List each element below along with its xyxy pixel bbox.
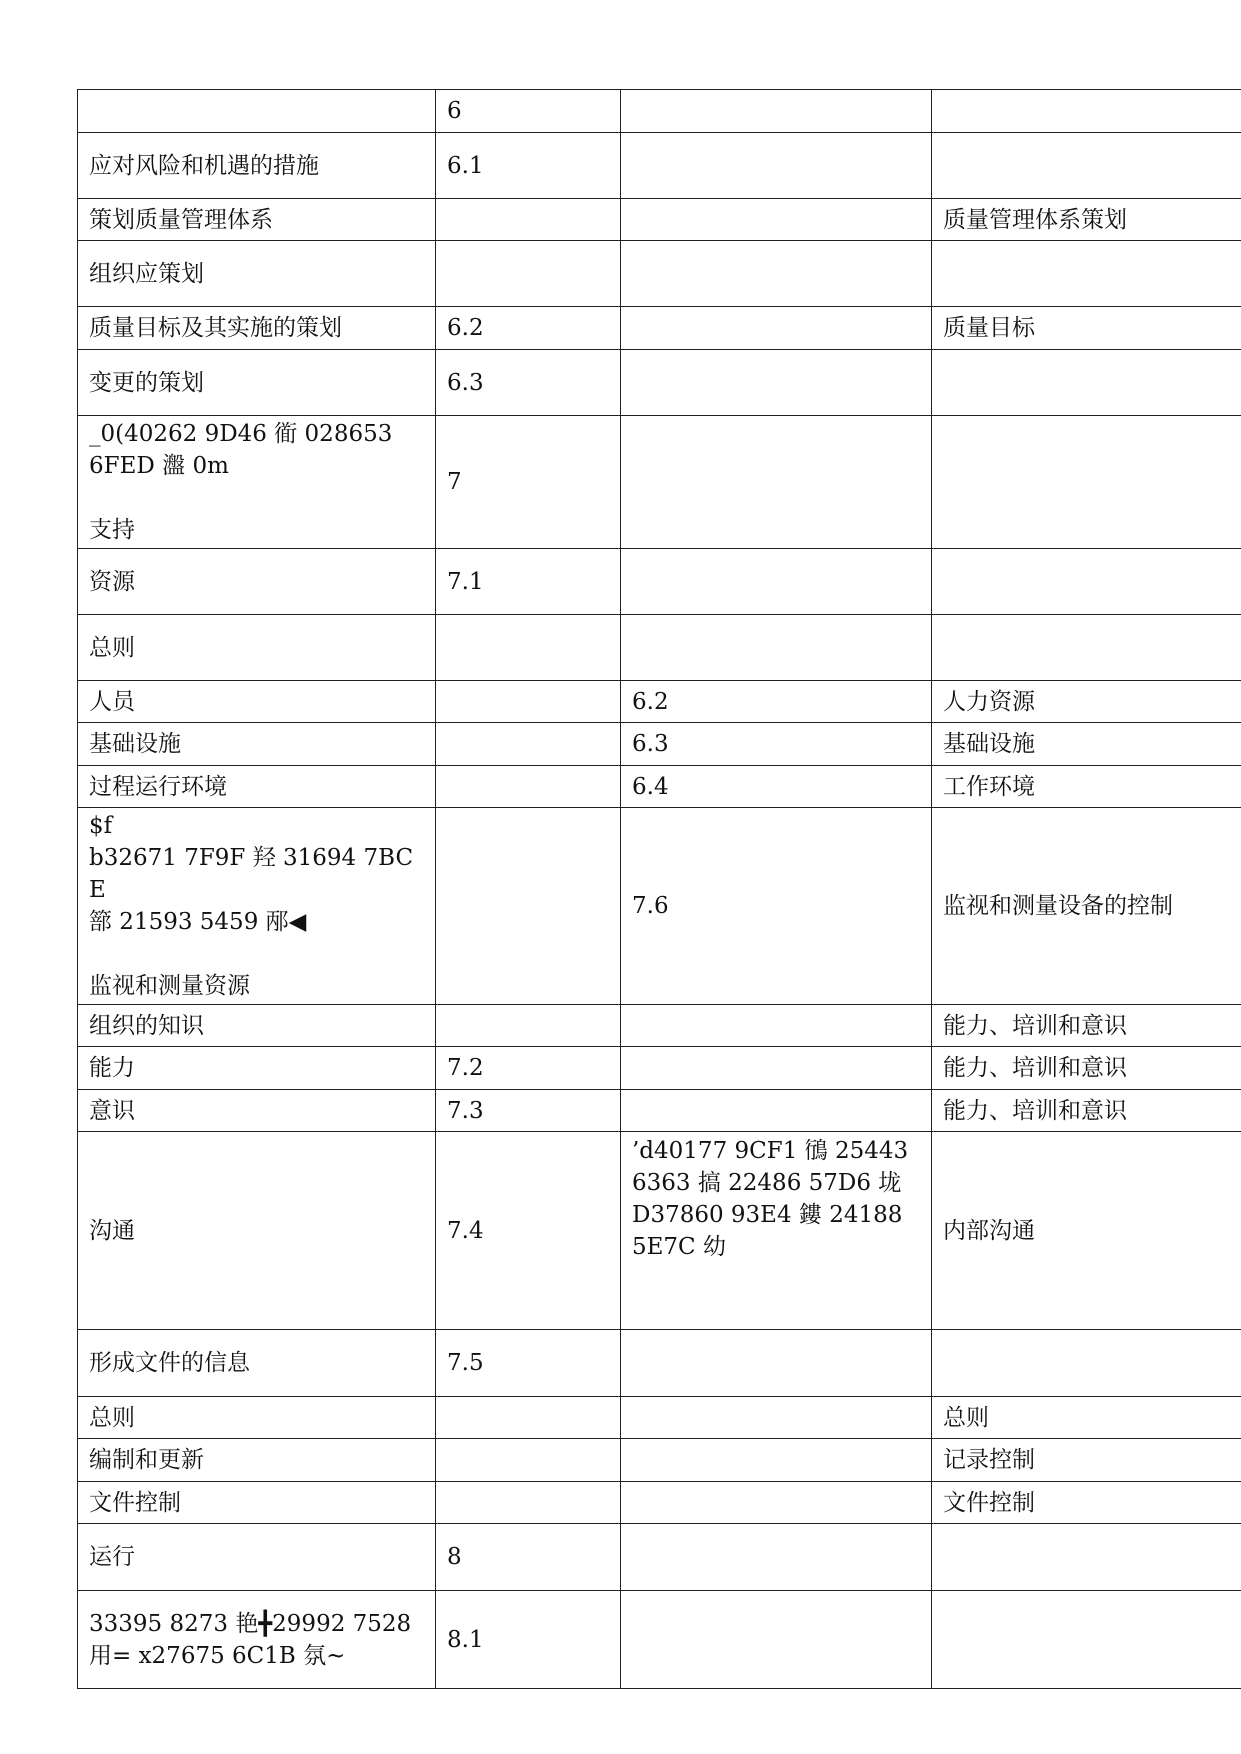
requirement-cell: 组织的知识 xyxy=(78,1005,436,1047)
clause-correspondence-table xyxy=(77,89,1241,1689)
table-row xyxy=(78,1047,1241,1090)
requirement-cell: 沟通 xyxy=(78,1132,436,1330)
requirement-cell: 应对风险和机遇的措施 xyxy=(78,133,436,199)
table-row xyxy=(78,1439,1241,1482)
procedure-cell: 工作环境 xyxy=(932,766,1241,808)
old-clause-cell xyxy=(621,1397,932,1439)
requirement-cell: 质量目标及其实施的策划 xyxy=(78,307,436,350)
requirement-cell: 形成文件的信息 xyxy=(78,1330,436,1397)
table-row xyxy=(78,549,1241,615)
clause-cell xyxy=(436,723,621,766)
requirement-cell: 人员 xyxy=(78,681,436,723)
table-row xyxy=(78,133,1241,199)
clause-cell: 7.2 xyxy=(436,1047,621,1090)
procedure-cell: 监视和测量设备的控制 xyxy=(932,808,1241,1005)
procedure-cell: 内部沟通 xyxy=(932,1132,1241,1330)
table-row xyxy=(78,241,1241,307)
requirement-cell: 策划质量管理体系 xyxy=(78,199,436,241)
table-row xyxy=(78,307,1241,350)
requirement-cell: 33395 8273 艳╋29992 7528 用= x27675 6C1B 氛~ xyxy=(78,1591,436,1689)
old-clause-cell xyxy=(621,241,932,307)
table-row xyxy=(78,1090,1241,1132)
old-clause-cell xyxy=(621,1524,932,1591)
procedure-cell: 能力、培训和意识 xyxy=(932,1005,1241,1047)
requirement-cell: _0(40262 9D46 衜 028653 6FED 瀊 0m 支持 xyxy=(78,416,436,549)
requirement-cell: 总则 xyxy=(78,1397,436,1439)
procedure-cell: 总则 xyxy=(932,1397,1241,1439)
old-clause-cell xyxy=(621,1047,932,1090)
procedure-cell: 文件控制 xyxy=(932,1482,1241,1524)
table-row xyxy=(78,1132,1241,1330)
requirement-cell xyxy=(78,90,436,133)
procedure-cell: 质量管理体系策划 xyxy=(932,199,1241,241)
clause-cell: 7.5 xyxy=(436,1330,621,1397)
requirement-cell: 组织应策划 xyxy=(78,241,436,307)
procedure-cell xyxy=(932,90,1241,133)
old-clause-cell xyxy=(621,307,932,350)
clause-cell xyxy=(436,681,621,723)
procedure-cell xyxy=(932,133,1241,199)
requirement-cell: 变更的策划 xyxy=(78,350,436,416)
procedure-cell xyxy=(932,1524,1241,1591)
procedure-cell: 人力资源 xyxy=(932,681,1241,723)
requirement-cell: 过程运行环境 xyxy=(78,766,436,808)
clause-cell: 6.3 xyxy=(436,350,621,416)
table-row xyxy=(78,1330,1241,1397)
table-row xyxy=(78,350,1241,416)
clause-cell xyxy=(436,615,621,681)
procedure-cell xyxy=(932,350,1241,416)
old-clause-cell xyxy=(621,549,932,615)
table-row xyxy=(78,1524,1241,1591)
old-clause-cell: 7.6 xyxy=(621,808,932,1005)
table-row xyxy=(78,1397,1241,1439)
procedure-cell: 质量目标 xyxy=(932,307,1241,350)
table-row xyxy=(78,1005,1241,1047)
table-body xyxy=(78,90,1241,1689)
procedure-cell: 能力、培训和意识 xyxy=(932,1090,1241,1132)
clause-cell: 7.4 xyxy=(436,1132,621,1330)
old-clause-cell xyxy=(621,416,932,549)
old-clause-cell: ’d40177 9CF1 鴴 25443 6363 搞 22486 57D6 垅 D37860 93E4 鏤 24188 5E7C 幼 xyxy=(621,1132,932,1330)
clause-cell: 6.2 xyxy=(436,307,621,350)
clause-cell xyxy=(436,766,621,808)
table-row xyxy=(78,681,1241,723)
old-clause-cell xyxy=(621,199,932,241)
requirement-cell: 运行 xyxy=(78,1524,436,1591)
clause-cell: 7.3 xyxy=(436,1090,621,1132)
procedure-cell xyxy=(932,615,1241,681)
old-clause-cell xyxy=(621,1591,932,1689)
clause-cell xyxy=(436,1005,621,1047)
old-clause-cell xyxy=(621,1482,932,1524)
table-row xyxy=(78,90,1241,133)
requirement-cell: 总则 xyxy=(78,615,436,681)
requirement-cell: 意识 xyxy=(78,1090,436,1132)
clause-cell: 6 xyxy=(436,90,621,133)
clause-cell xyxy=(436,1397,621,1439)
procedure-cell xyxy=(932,549,1241,615)
old-clause-cell xyxy=(621,615,932,681)
old-clause-cell xyxy=(621,90,932,133)
requirement-cell: 编制和更新 xyxy=(78,1439,436,1482)
procedure-cell: 基础设施 xyxy=(932,723,1241,766)
table-row xyxy=(78,723,1241,766)
clause-cell: 6.1 xyxy=(436,133,621,199)
old-clause-cell: 6.2 xyxy=(621,681,932,723)
clause-cell: 8.1 xyxy=(436,1591,621,1689)
table-row xyxy=(78,1591,1241,1689)
clause-cell: 7 xyxy=(436,416,621,549)
old-clause-cell: 6.3 xyxy=(621,723,932,766)
requirement-cell: 文件控制 xyxy=(78,1482,436,1524)
old-clause-cell xyxy=(621,1439,932,1482)
procedure-cell: 能力、培训和意识 xyxy=(932,1047,1241,1090)
clause-cell xyxy=(436,1482,621,1524)
table-row xyxy=(78,808,1241,1005)
procedure-cell: 记录控制 xyxy=(932,1439,1241,1482)
clause-cell xyxy=(436,199,621,241)
table-row xyxy=(78,1482,1241,1524)
procedure-cell xyxy=(932,416,1241,549)
clause-cell: 7.1 xyxy=(436,549,621,615)
procedure-cell xyxy=(932,1330,1241,1397)
old-clause-cell xyxy=(621,1005,932,1047)
procedure-cell xyxy=(932,1591,1241,1689)
old-clause-cell xyxy=(621,350,932,416)
old-clause-cell xyxy=(621,1330,932,1397)
table-row xyxy=(78,766,1241,808)
clause-cell xyxy=(436,241,621,307)
requirement-cell: $f b32671 7F9F 羟 31694 7BCE 篰 21593 5459 邴◀ 监视和测量资源 xyxy=(78,808,436,1005)
old-clause-cell xyxy=(621,133,932,199)
clause-cell xyxy=(436,1439,621,1482)
table-row xyxy=(78,199,1241,241)
old-clause-cell xyxy=(621,1090,932,1132)
requirement-cell: 基础设施 xyxy=(78,723,436,766)
clause-cell: 8 xyxy=(436,1524,621,1591)
old-clause-cell: 6.4 xyxy=(621,766,932,808)
procedure-cell xyxy=(932,241,1241,307)
table-row xyxy=(78,416,1241,549)
clause-cell xyxy=(436,808,621,1005)
requirement-cell: 资源 xyxy=(78,549,436,615)
requirement-cell: 能力 xyxy=(78,1047,436,1090)
table-row xyxy=(78,615,1241,681)
